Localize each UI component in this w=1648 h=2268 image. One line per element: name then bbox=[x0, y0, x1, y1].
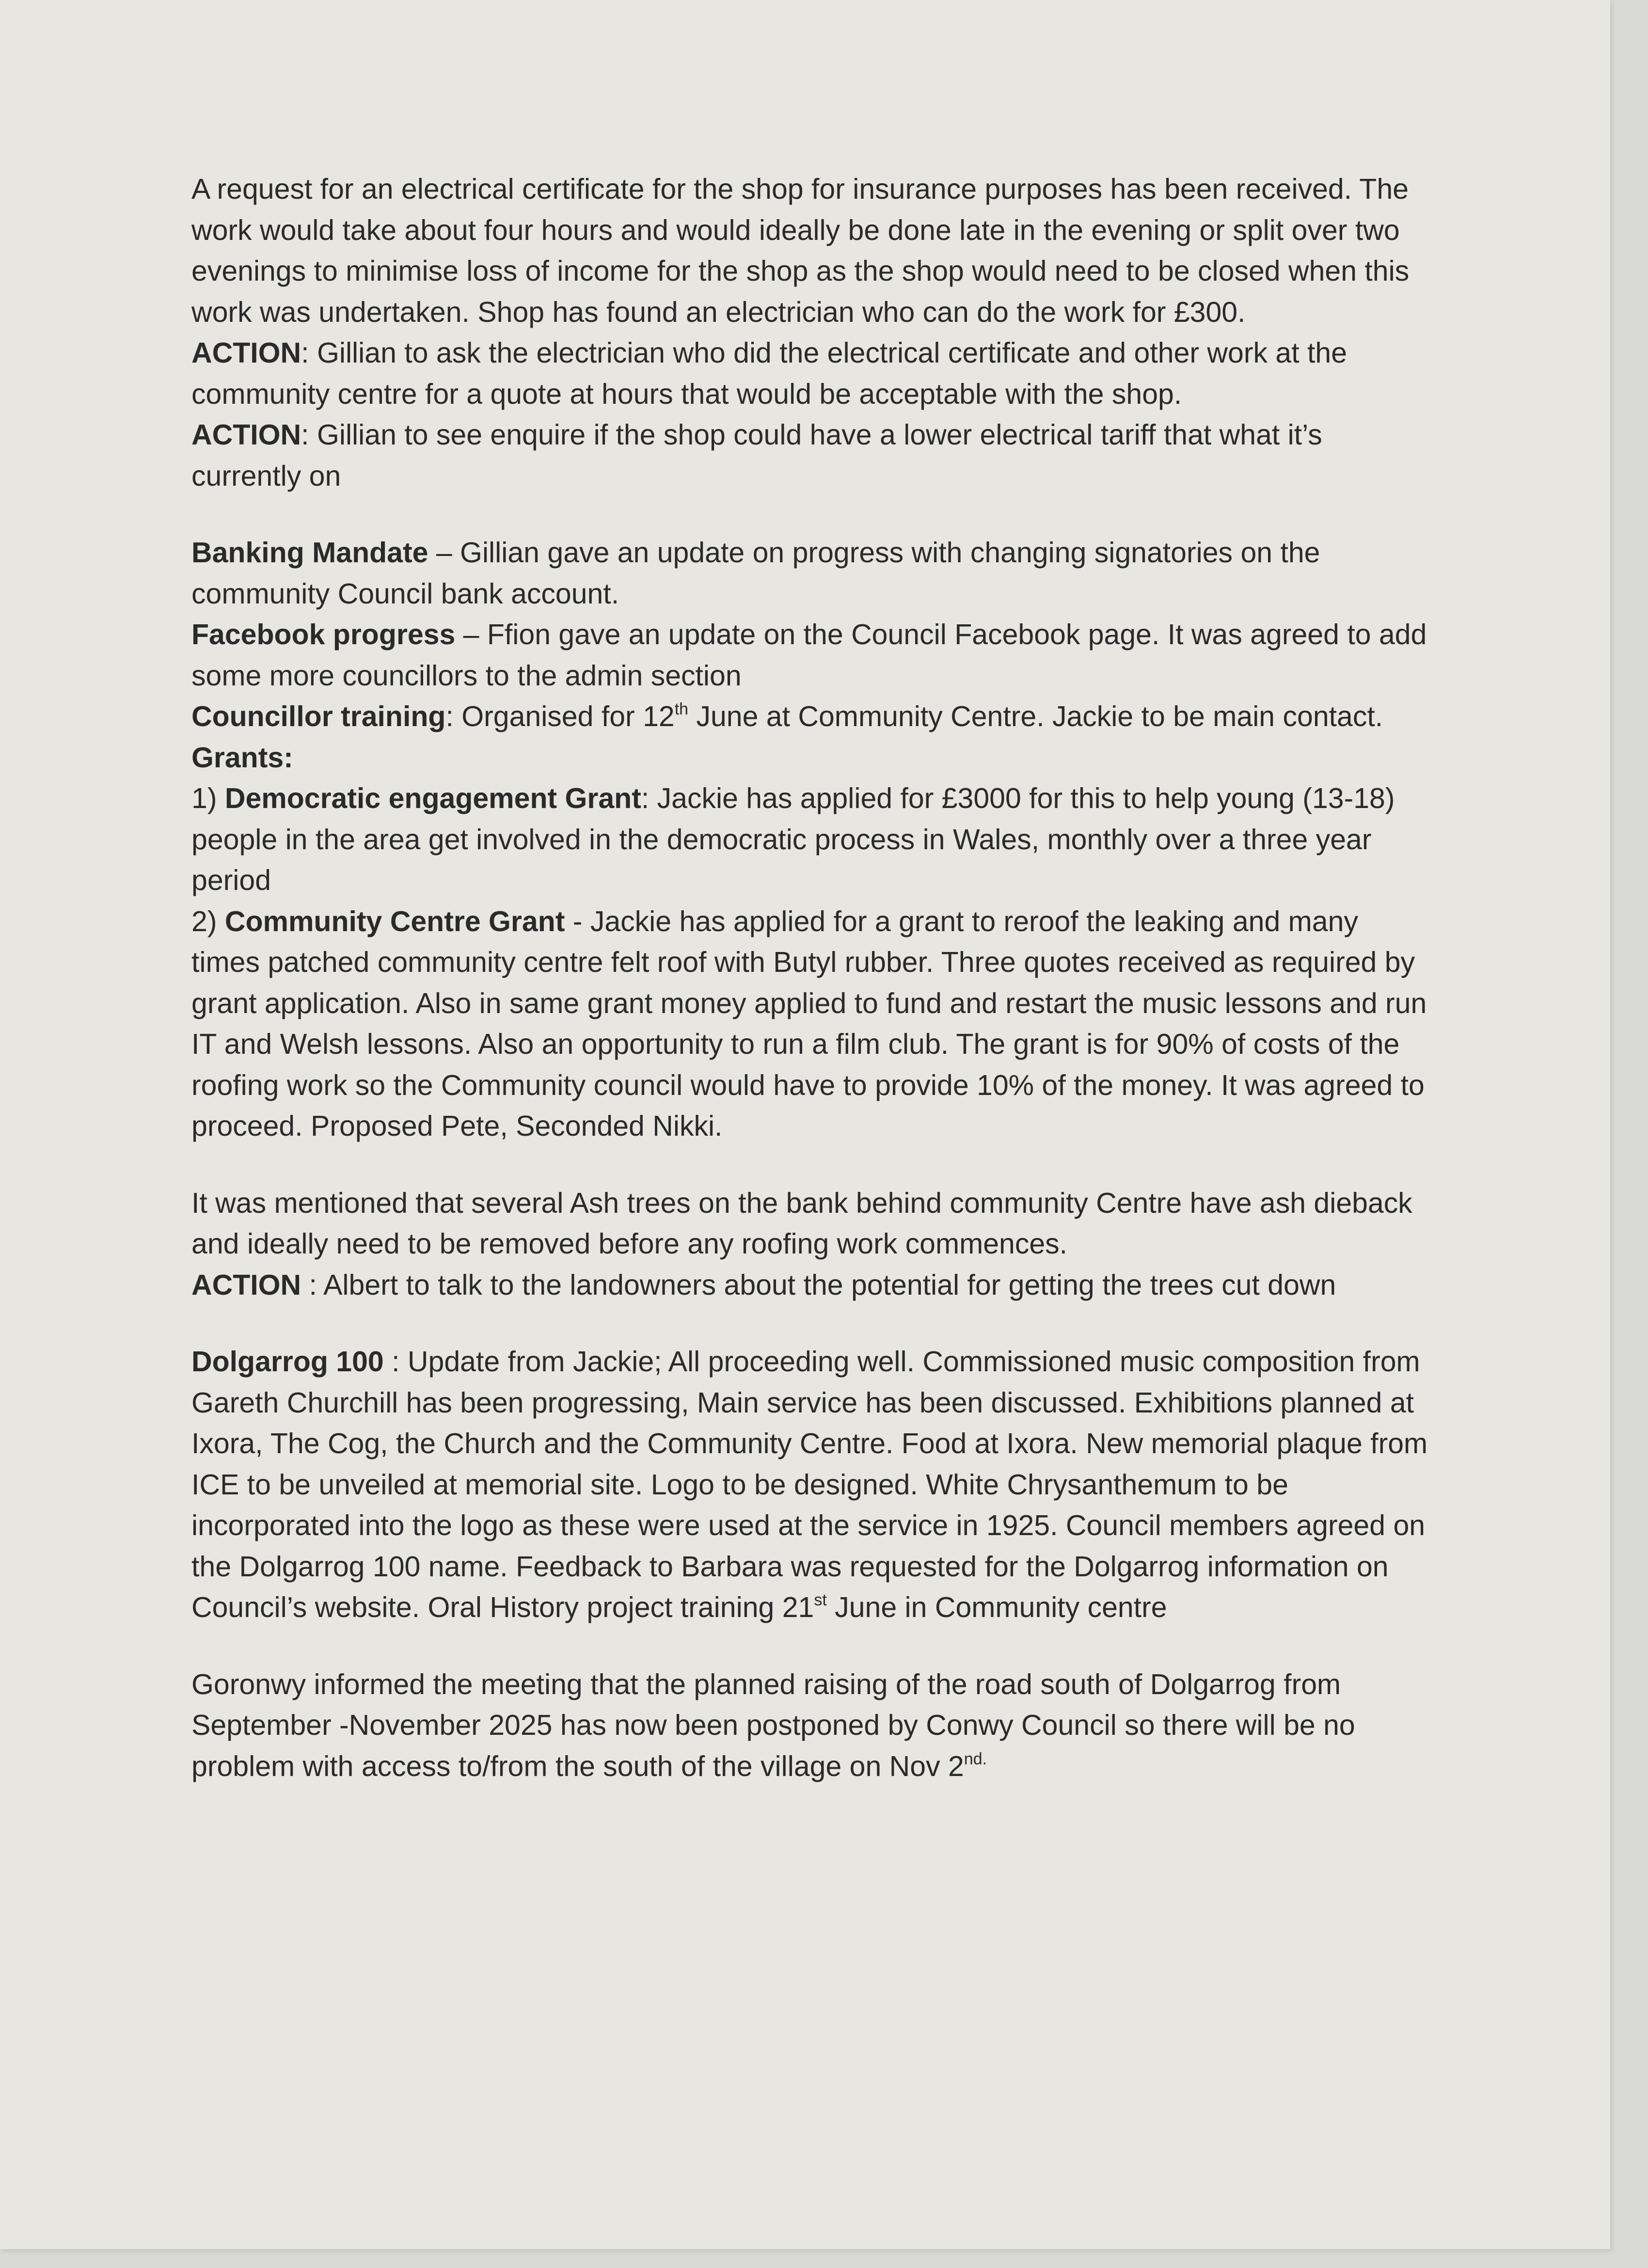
councillor-training-label: Councillor training bbox=[191, 700, 446, 732]
shop-action-2: ACTION: Gillian to see enquire if the shop could have a lower electrical tariff that what it’s currently on bbox=[191, 419, 1322, 492]
banking-mandate-label: Banking Mandate bbox=[191, 537, 428, 569]
facebook-progress-label: Facebook progress bbox=[191, 619, 456, 650]
grants-heading: Grants: bbox=[191, 741, 293, 774]
dolgarrog-100-label: Dolgarrog 100 bbox=[191, 1346, 384, 1378]
ash-action: ACTION : Albert to talk to the landowners about the potential for getting the trees cut down bbox=[191, 1269, 1336, 1301]
grant-1-label: Democratic engagement Grant bbox=[224, 782, 641, 814]
grant-2-label: Community Centre Grant bbox=[224, 905, 565, 937]
action-label: ACTION bbox=[191, 337, 301, 369]
action-label: ACTION bbox=[191, 419, 301, 451]
road-paragraph: Goronwy informed the meeting that the planned raising of the road south of Dolgarrog from September -November 2025 has now been postponed by Conwy Council so there will be no problem with access to/from the south of the village on Nov $2^{nd.}$ bbox=[191, 1668, 1355, 1782]
grant-2-paragraph: 2) Community Centre Grant - Jackie has applied for a grant to reroof the leaking and many times patched community centre felt roof with Butyl rubber. Three quotes received as required by grant application. Also in same grant money applied to fund and restart the music lessons and run IT and Welsh lessons. Also an opportunity to run a film club. The grant is for 90% of costs of the roofing work so the Community council would have to provide 10% of the money. It was agreed to proceed. Proposed Pete, Seconded Nikki. bbox=[191, 905, 1427, 1142]
dolgarrog-100-paragraph: Dolgarrog 100 : Update from Jackie; All proceeding well. Commissioned music composition from Gareth Churchill has been progressing, Main service has been discussed. Exhibitions planned at Ixora, The Cog, the Church and the Community Centre. Food at Ixora. New memorial plaque from ICE to be unveiled at memorial site. Logo to be designed. White Chrysanthemum to be incorporated into the logo as these were used at the service in 1925. Council members agreed on the Dolgarrog 100 name. Feedback to Barbara was requested for the Dolgarrog information on Council’s website. Oral History project training 21st June in Community centre bbox=[191, 1346, 1428, 1623]
facebook-progress-paragraph: Facebook progress – Ffion gave an update on the Council Facebook page. It was agreed to add some more councillors to the admin section bbox=[191, 619, 1427, 692]
action-label: ACTION bbox=[191, 1269, 301, 1301]
ash-trees-paragraph: It was mentioned that several Ash trees on the bank behind community Centre have ash dieback and ideally need to be removed before any roofing work commences. bbox=[191, 1187, 1412, 1260]
shop-action-1: ACTION: Gillian to ask the electrician who did the electrical certificate and other work at the community centre for a quote at hours that would be acceptable with the shop. bbox=[191, 337, 1347, 410]
grant-1-paragraph: 1) Democratic engagement Grant: Jackie has applied for £3000 for this to help young (13-18) people in the area get involved in the democratic process in Wales, monthly over a three year period bbox=[191, 782, 1395, 896]
banking-mandate-paragraph: Banking Mandate – Gillian gave an update on progress with changing signatories on the community Council bank account. bbox=[191, 537, 1320, 610]
minutes-body bbox=[191, 169, 1432, 1787]
councillor-training-paragraph: Councillor training: Organised for 12th June at Community Centre. Jackie to be main contact. bbox=[191, 700, 1383, 732]
shop-request-paragraph: A request for an electrical certificate for the shop for insurance purposes has been received. The work would take about four hours and would ideally be done late in the evening or split over two evenings to minimise loss of income for the shop as the shop would need to be closed when this work was undertaken. Shop has found an electrician who can do the work for £300. bbox=[191, 173, 1410, 328]
